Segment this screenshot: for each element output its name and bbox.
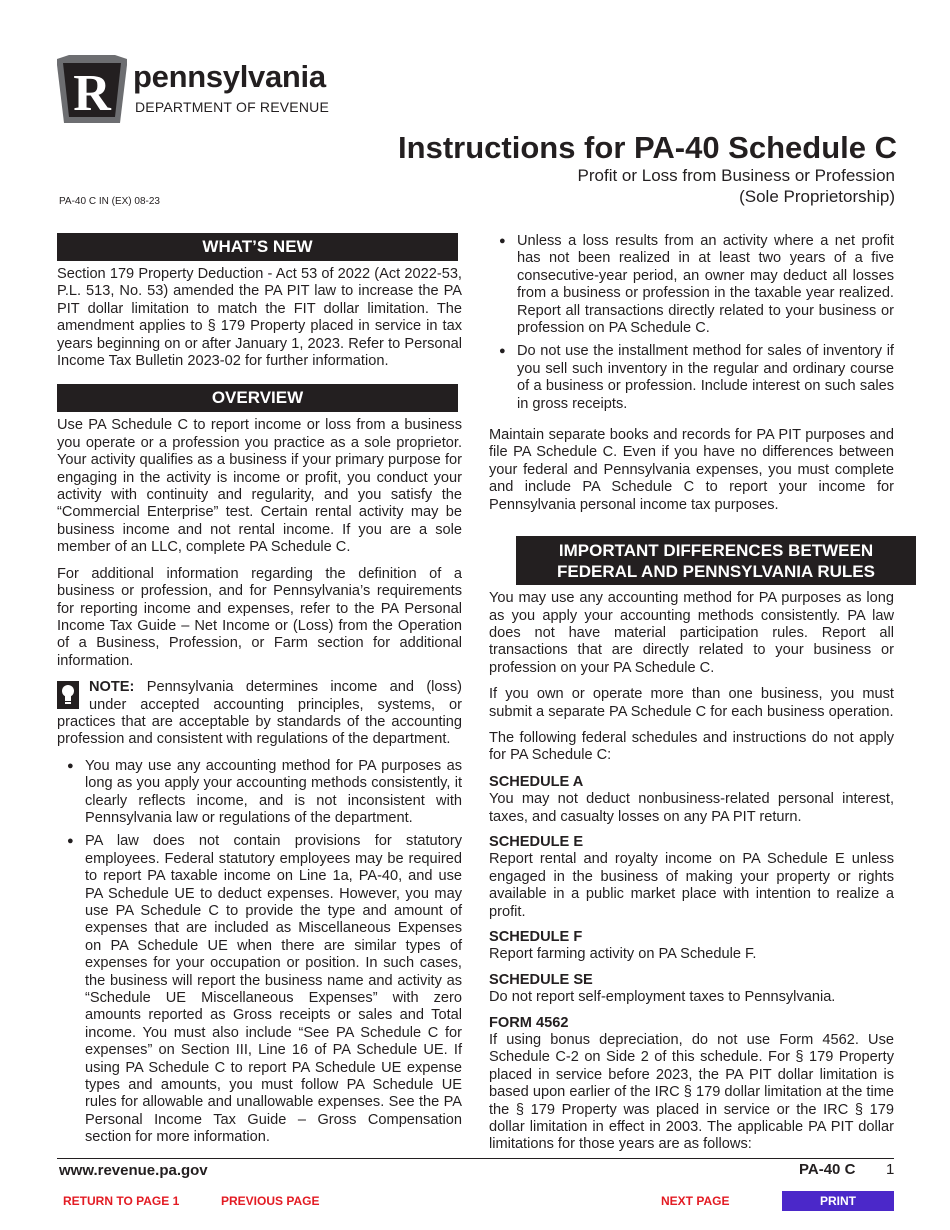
page-subtitle-line2: (Sole Proprietorship): [739, 187, 895, 206]
page-subtitle-line1: Profit or Loss from Business or Profession: [577, 166, 895, 185]
next-page-link[interactable]: NEXT PAGE: [661, 1194, 730, 1208]
list-item: ● Do not use the installment method for sales of inventory if you sell such inventory in the regular and ordinary course of a business or profession. Include interest on such sales in gross receipts.: [499, 343, 894, 413]
page-title: Instructions for PA-40 Schedule C: [398, 130, 897, 165]
schedule-a-text: You may not deduct nonbusiness-related personal interest, taxes, and casualty losses on any PA PIT return.: [489, 791, 894, 825]
form-4562-title: FORM 4562: [489, 1014, 569, 1031]
logo-department: DEPARTMENT OF REVENUE: [135, 99, 330, 115]
footer-page-number: 1: [886, 1161, 895, 1178]
logo-name: pennsylvania: [133, 59, 326, 94]
form-code: PA-40 C IN (EX) 08-23: [59, 196, 160, 207]
schedule-se-text: Do not report self-employment taxes to Pennsylvania.: [489, 989, 836, 1006]
differences-paragraph-3: The following federal schedules and instructions do not apply for PA Schedule C:: [489, 729, 894, 764]
differences-paragraph-2: If you own or operate more than one business, you must submit a separate PA Schedule C for each business operation.: [489, 686, 894, 720]
keystone-icon: [57, 55, 127, 123]
differences-heading-line1: IMPORTANT DIFFERENCES BETWEEN: [558, 541, 874, 561]
note-label: NOTE:: [89, 679, 135, 696]
overview-bullet-list: [67, 758, 462, 1147]
note-block: [57, 679, 462, 749]
return-to-page-1-link[interactable]: RETURN TO PAGE 1: [63, 1194, 180, 1208]
overview-paragraph-2: For additional information regarding the definition of a business or profession, and for Pennsylvania’s requirements for reporting income and expenses, refer to the PA Personal Income Tax Guide – Net Income or (Loss) from the Operation of a Business, Profession, or Farm section for additional information.: [57, 565, 462, 669]
differences-heading-line2: FEDERAL AND PENNSYLVANIA RULES: [557, 562, 875, 582]
previous-page-link[interactable]: PREVIOUS PAGE: [221, 1194, 320, 1208]
schedule-f-text: Report farming activity on PA Schedule F.: [489, 946, 757, 963]
footer-divider: [57, 1158, 894, 1159]
svg-text:R: R: [73, 65, 111, 122]
lightbulb-icon: [57, 681, 79, 709]
list-item: ● PA law does not contain provisions for statutory employees. Federal statutory employees may be required to report PA taxable income on Line 1a, PA-40, and use PA Schedule UE to deduct expenses. However, you may use PA Schedule C to provide the type and amount of expenses that are included as Miscellaneous Expenses on PA Schedule UE when there are similar types of expenses for your occupation or position. In such cases, the business will report the business name and activity as “Schedule UE Miscellaneous Expenses” with zero amounts reported as Gross receipts or sales and Total income. You must also include “See PA Schedule C for expenses” on Section III, Line 16 of PA Schedule UE. If using PA Schedule C to report PA Schedule UE expense types and amounts, you must follow PA Schedule UE rules for allowable and unallowable expenses. See the PA Personal Income Tax Guide – Gross Compensation section for more information.: [67, 833, 462, 1146]
print-button[interactable]: PRINT: [782, 1191, 894, 1211]
footer-form-code: PA-40 C: [799, 1161, 856, 1178]
note-text: Pennsylvania determines income and (loss) under accepted accounting principles, systems, or practices that are acceptable by standards of the accounting profession and consistent with regulations of the department.: [57, 679, 462, 748]
list-item: ● Unless a loss results from an activity where a net profit has not been realized in at least two years of a five consecutive-year period, an owner may deduct all losses from a business or profession in the taxable year realized. Report all transactions directly related to your business or profession on PA Schedule C.: [499, 233, 894, 337]
left-column: [57, 233, 462, 1153]
books-records-paragraph: Maintain separate books and records for PA PIT purposes and file PA Schedule C. Even if you have no differences between your federal and Pennsylvania expenses, you must complete and include PA Schedule C to report your income for Pennsylvania personal income tax purposes.: [489, 427, 894, 513]
right-column: [489, 233, 894, 1154]
pennsylvania-revenue-logo: [57, 55, 347, 125]
schedule-e-text: Report rental and royalty income on PA Schedule E unless engaged in the business of making your property or rights available in a public market place with intention to realize a profit.: [489, 851, 894, 920]
right-bullet-list: [499, 233, 894, 413]
schedule-f-title: SCHEDULE F: [489, 929, 583, 945]
form-4562-text: If using bonus depreciation, do not use Form 4562. Use Schedule C-2 on Side 2 of this schedule. For § 179 Property placed in service before 2023, the PA PIT dollar limitation is based upon earlier of the IRC § 179 dollar limitation at the time the § 179 Property was placed in service or the IRC § 179 dollar limitation in effect in 2003. The applicable PA PIT dollar limitations for those years are as follows:: [489, 1032, 894, 1153]
overview-heading: OVERVIEW: [57, 384, 458, 412]
overview-paragraph-1: Use PA Schedule C to report income or loss from a business you operate or a profession you practice as a sole proprietor. Your activity qualifies as a business if your primary purpose for engaging in the activity is income or profit, you conduct your activity with continuity and regularity, and you satisfy the “Commercial Enterprise” test. Certain rental activity may be business income and not rental income. If you are a sole member of an LLC, complete PA Schedule C.: [57, 417, 462, 556]
whats-new-text: Section 179 Property Deduction - Act 53 of 2022 (Act 2022-53, P.L. 513, No. 53) amended the PA PIT law to increase the PA PIT dollar limitation to match the FIT dollar limitation. The amendment applies to § 179 Property placed in service in tax years beginning on or after January 1, 2023. Refer to Personal Income Tax Bulletin 2023-02 for further information.: [57, 266, 462, 370]
whats-new-heading: WHAT’S NEW: [57, 233, 458, 261]
schedule-e-title: SCHEDULE E: [489, 833, 584, 850]
differences-paragraph-1: You may use any accounting method for PA purposes as long as you apply your accounting methods consistently. PA law does not have material participation rules. Report all transactions that are directly related to your business or profession on your PA Schedule C.: [489, 590, 894, 676]
schedule-a-title: SCHEDULE A: [489, 773, 584, 790]
schedule-se-title: SCHEDULE SE: [489, 971, 593, 988]
footer-website: www.revenue.pa.gov: [59, 1162, 208, 1179]
differences-heading: [516, 536, 916, 585]
list-item: ● You may use any accounting method for PA purposes as long as you apply your accounting methods consistently, it clearly reflects income, and is not inconsistent with Pennsylvania law or regulations of the department.: [67, 758, 462, 828]
